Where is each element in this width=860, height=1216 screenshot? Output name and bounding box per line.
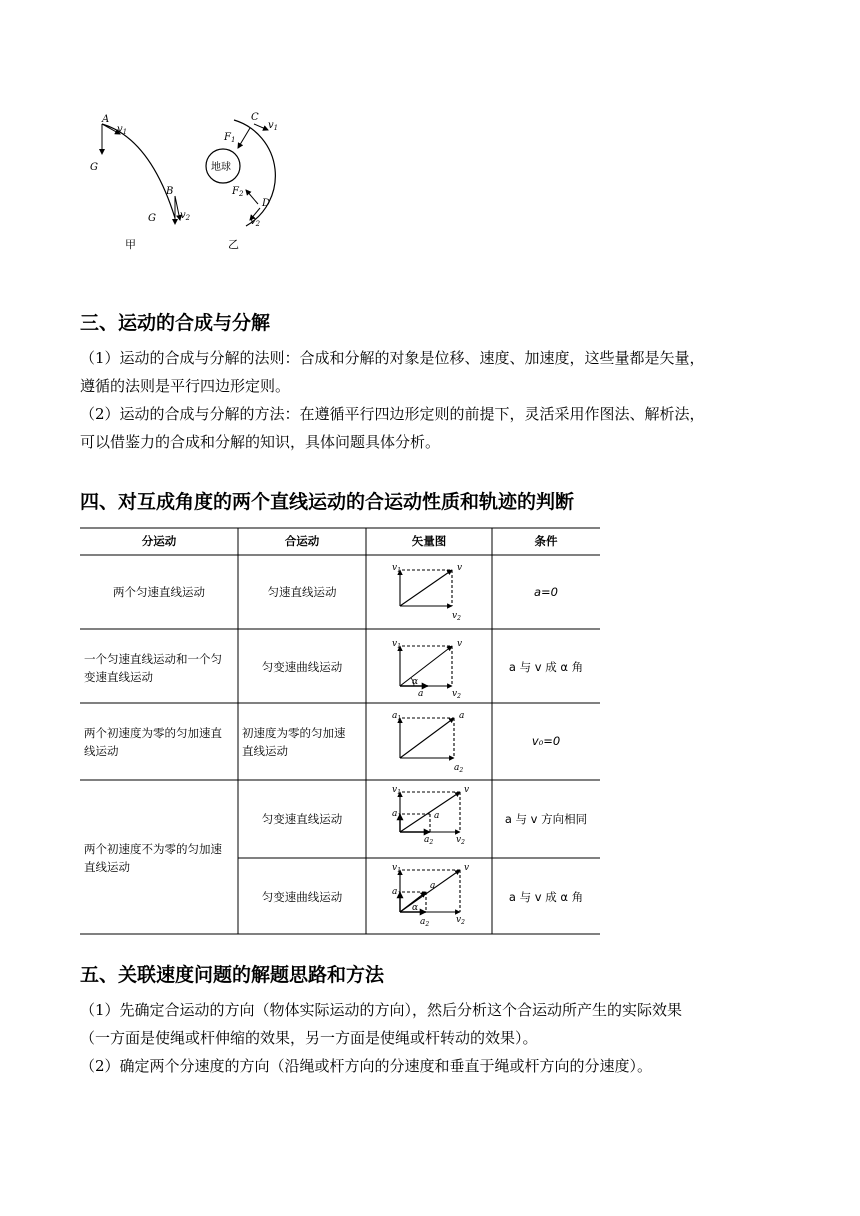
section5-p1-line1: （1）先确定合运动的方向（物体实际运动的方向），然后分析这个合运动所产生的实际效果 xyxy=(80,1001,683,1019)
vector-diagram-row3 xyxy=(400,718,454,758)
r4-v1: $v_1$ xyxy=(392,785,401,796)
r5-v2: $v_2$ xyxy=(456,915,465,926)
r1-v2: $v_2$ xyxy=(452,611,461,622)
motion-table xyxy=(80,526,600,936)
row3-resultant: 初速度为零的匀加速 直线运动 xyxy=(242,726,346,758)
r2-alpha: α xyxy=(412,677,419,687)
trajectory-curve xyxy=(102,124,175,218)
row1-resultant: 匀速直线运动 xyxy=(267,585,337,599)
caption-yi: 乙 xyxy=(228,238,239,251)
section3-p2-line2: 可以借鉴力的合成和分解的知识，具体问题具体分析。 xyxy=(80,433,441,451)
vector-diagram-row2 xyxy=(400,646,452,686)
row3-condition: v₀=0 xyxy=(531,734,561,748)
label-v2: $v_2$ xyxy=(180,210,191,222)
r3-a2: $a_2$ xyxy=(454,763,464,774)
section3-p1-line1: （1）运动的合成与分解的法则：合成和分解的对象是位移、速度、加速度，这些量都是矢量， xyxy=(80,349,705,367)
section4-heading: 四、对互成角度的两个直线运动的合运动性质和轨迹的判断 xyxy=(80,491,575,513)
r4-a: a xyxy=(434,811,440,821)
r5-v: v xyxy=(464,863,470,873)
vector-diagram-row5 xyxy=(400,870,460,912)
force-arrow-f1 xyxy=(238,128,250,148)
r1-v1: $v_1$ xyxy=(392,563,401,574)
label-G-bottom: G xyxy=(148,213,156,224)
r2-v: v xyxy=(457,639,463,649)
row4-component: 两个初速度不为零的匀加速 直线运动 xyxy=(84,842,222,874)
r4-v2: $v_2$ xyxy=(456,835,465,846)
label-v2-yi: $v_2$ xyxy=(250,216,261,228)
row3-component: 两个初速度为零的匀加速直 线运动 xyxy=(84,726,222,758)
row5-resultant: 匀变速曲线运动 xyxy=(261,890,343,904)
label-A: A xyxy=(102,114,110,125)
row1-condition: a=0 xyxy=(534,585,558,599)
label-C: C xyxy=(251,112,259,123)
motion-figure xyxy=(80,108,300,258)
label-v1: $v_1$ xyxy=(117,124,128,136)
vector-diagram-row1 xyxy=(400,570,452,606)
r1-v: v xyxy=(457,563,463,573)
label-B: B xyxy=(166,186,174,197)
section5-body xyxy=(80,996,780,1080)
r2-a: a xyxy=(418,689,424,699)
orbit-arc xyxy=(234,120,275,226)
row5-condition: a 与 v 成 α 角 xyxy=(508,890,584,904)
r5-a: a xyxy=(430,881,436,891)
row2-condition: a 与 v 成 α 角 xyxy=(508,660,584,674)
r2-v1: $v_1$ xyxy=(392,639,401,650)
vector-diagram-row4 xyxy=(400,792,460,832)
r5-a1: $a_1$ xyxy=(392,887,402,898)
section3-p2-line1: （2）运动的合成与分解的方法：在遵循平行四边形定则的前提下，灵活采用作图法、解析法， xyxy=(80,405,705,423)
row2-resultant: 匀变速曲线运动 xyxy=(261,660,343,674)
label-G-top: G xyxy=(90,162,98,173)
section5-heading: 五、关联速度问题的解题思路和方法 xyxy=(80,964,385,986)
r3-a1: $a_1$ xyxy=(392,711,402,722)
section5-p1-line2: （一方面是使绳或杆伸缩的效果，另一方面是使绳或杆转动的效果）。 xyxy=(80,1029,538,1047)
r5-v1: $v_1$ xyxy=(392,863,401,874)
r3-a: a xyxy=(459,711,465,721)
caption-jia: 甲 xyxy=(125,238,136,251)
r5-a2: $a_2$ xyxy=(420,917,430,928)
section3-p1-line2: 遵循的法则是平行四边形定则。 xyxy=(80,377,291,395)
earth-label: 地球 xyxy=(211,162,231,173)
r5-alpha: α xyxy=(412,903,419,913)
header-resultant: 合运动 xyxy=(284,534,320,548)
label-D: D xyxy=(262,198,271,209)
label-v1-yi: $v_1$ xyxy=(268,120,279,132)
velocity-arrow-c xyxy=(254,124,268,130)
row4-resultant: 匀变速直线运动 xyxy=(261,812,343,826)
header-condition: 条件 xyxy=(534,534,558,548)
r2-v2: $v_2$ xyxy=(452,689,461,700)
r4-a2: $a_2$ xyxy=(424,835,434,846)
section3-body xyxy=(80,344,780,456)
header-component: 分运动 xyxy=(141,534,177,548)
row1-component: 两个匀速直线运动 xyxy=(113,585,205,599)
label-F2: $F_2$ xyxy=(232,186,244,198)
r4-a1: $a_1$ xyxy=(392,809,402,820)
section5-p2-line1: （2）确定两个分速度的方向（沿绳或杆方向的分速度和垂直于绳或杆方向的分速度）。 xyxy=(80,1057,653,1075)
label-F1: $F_1$ xyxy=(224,132,236,144)
header-vector: 矢量图 xyxy=(411,534,447,548)
section3-heading: 三、运动的合成与分解 xyxy=(80,312,271,334)
row2-component: 一个匀速直线运动和一个匀 变速直线运动 xyxy=(84,652,222,684)
row4-condition: a 与 v 方向相同 xyxy=(504,812,588,826)
r4-v: v xyxy=(464,785,470,795)
force-arrow-f2 xyxy=(246,190,258,204)
